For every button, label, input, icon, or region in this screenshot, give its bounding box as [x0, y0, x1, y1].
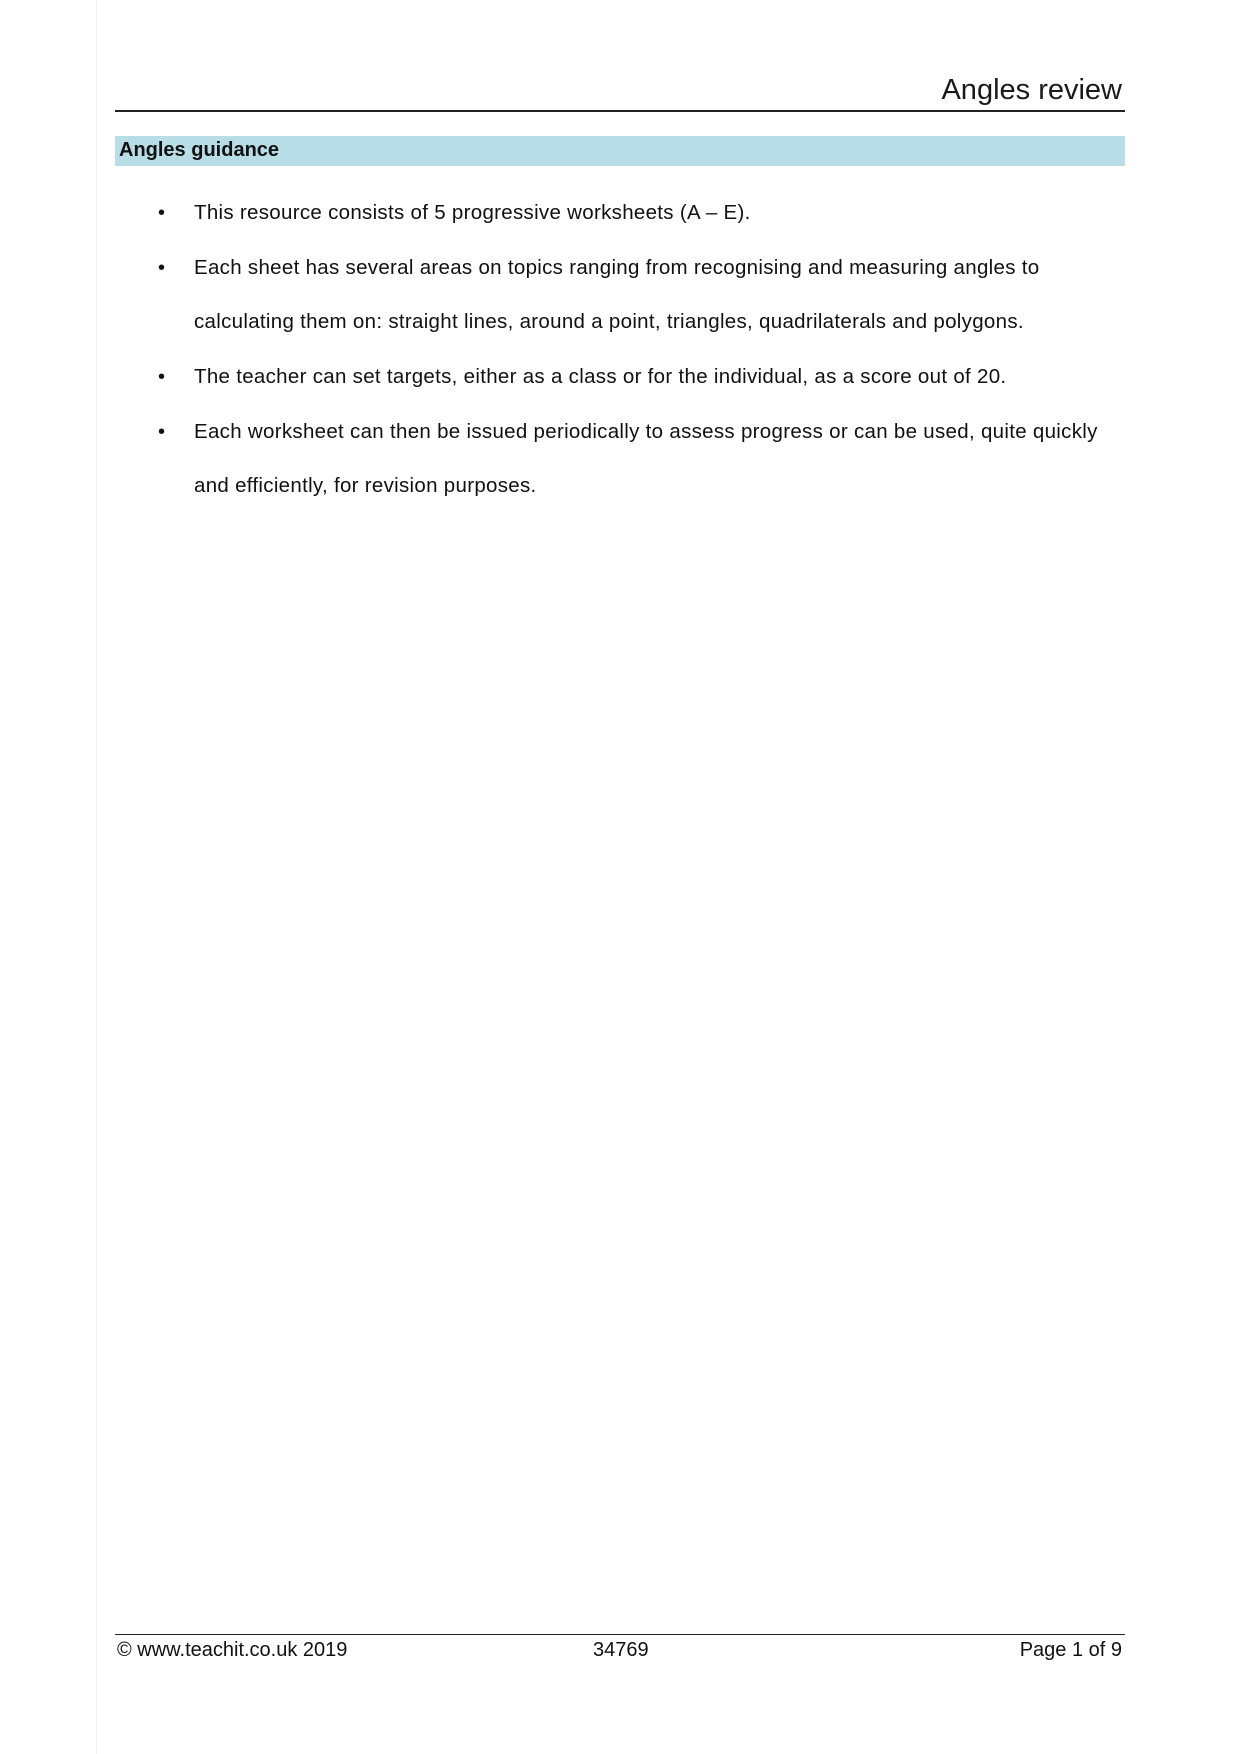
bullet-icon: • — [158, 202, 166, 224]
footer-resource-code: 34769 — [593, 1639, 649, 1661]
footer-copyright: © www.teachit.co.uk 2019 — [117, 1639, 348, 1661]
bullet-item — [115, 405, 1125, 513]
bullet-item — [115, 241, 1125, 349]
bullet-text: Each sheet has several areas on topics ranging from recognising and measuring angles to calculating them on: straight lines, around a point, triangles, quadrilaterals and polygons. — [194, 256, 1040, 333]
bullet-item — [115, 186, 1125, 240]
bullet-icon: • — [158, 421, 166, 443]
document-title: Angles review — [941, 74, 1122, 106]
page-gutter-line — [96, 0, 97, 1754]
section-heading: Angles guidance — [119, 139, 280, 161]
bullet-icon: • — [158, 366, 166, 388]
bullet-icon: • — [158, 257, 166, 279]
bullet-text: Each worksheet can then be issued periodically to assess progress or can be used, quite quickly and efficiently, for revision purposes. — [194, 420, 1098, 497]
page-footer — [115, 1634, 1125, 1667]
guidance-bullet-list — [115, 186, 1125, 514]
section-heading-band — [115, 136, 1125, 166]
footer-page-number: Page 1 of 9 — [1019, 1639, 1122, 1661]
bullet-text: The teacher can set targets, either as a class or for the individual, as a score out of 20. — [194, 365, 1007, 388]
bullet-text: This resource consists of 5 progressive worksheets (A – E). — [194, 201, 751, 224]
bullet-item — [115, 350, 1125, 404]
page-header — [115, 68, 1125, 112]
